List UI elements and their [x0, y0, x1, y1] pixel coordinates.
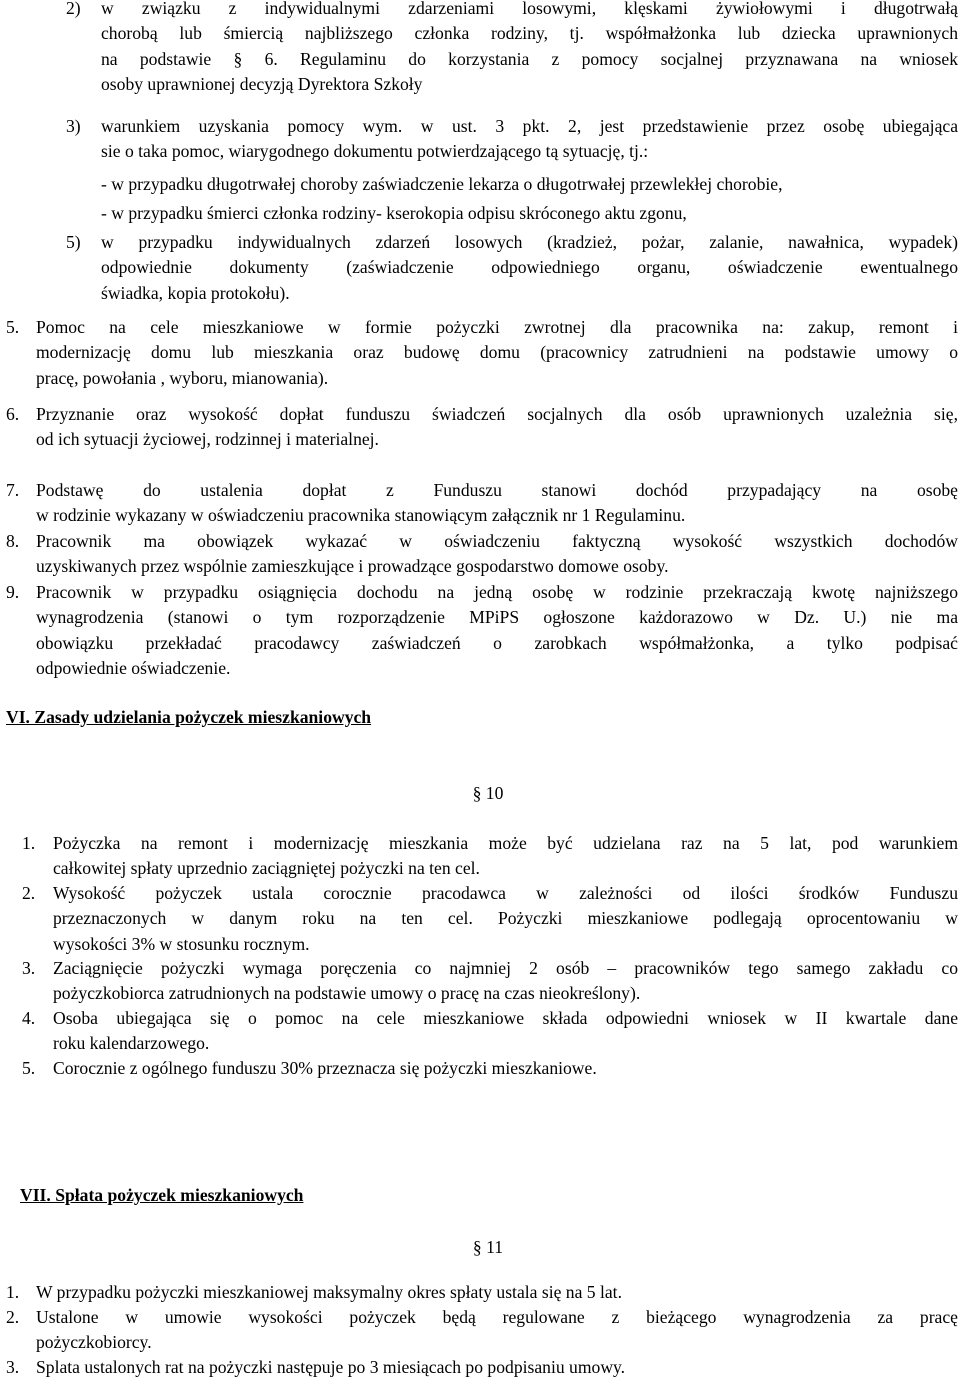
item-number: 5) — [66, 232, 81, 252]
item-number: 3) — [66, 116, 81, 136]
text-line: w związku z indywidualnymi zdarzeniami losowymi, klęskami żywiołowymi i długotrwałą — [101, 0, 958, 18]
text-line: Pracownik ma obowiązek wykazać w oświadczeniu faktyczną wysokość wszystkich dochodów — [36, 531, 958, 551]
text-line: warunkiem uzyskania pomocy wym. w ust. 3 pkt. 2, jest przedstawienie przez osobę ubiegająca — [101, 116, 958, 136]
text-line: uzyskiwanych przez wspólnie zamieszkujące i prowadzące gospodarstwo domowe osoby. — [36, 556, 669, 577]
list-item — [36, 1305, 958, 1356]
text-line: osoby uprawnionej decyzją Dyrektora Szkoły — [101, 73, 423, 94]
list-item — [53, 1056, 958, 1081]
item-number: 8. — [6, 531, 20, 551]
list-item — [36, 402, 958, 453]
text-line: sie o taka pomoc, wiarygodnego dokumentu potwierdzającego tą sytuację, tj.: — [101, 141, 649, 162]
text-line: na podstawie § 6. Regulaminu do korzystania z pomocy socjalnej przyznawana na wniosek — [101, 48, 958, 69]
paragraph-mark: § 10 — [472, 783, 504, 803]
list-item — [53, 831, 958, 882]
item-number: 2) — [66, 0, 81, 18]
text-line: w przypadku indywidualnych zdarzeń losowych (kradzież, pożar, zalanie, nawałnica, wypadek) — [101, 232, 958, 252]
text-line: wysokości 3% w stosunku rocznym. — [53, 933, 310, 954]
text-line: świadka, kopia protokołu). — [101, 282, 290, 303]
text-line: modernizację domu lub mieszkania oraz budowę domu (pracownicy zatrudnieni na podstawie umowy o — [36, 342, 958, 363]
dash-list — [101, 172, 958, 197]
text-line: Pomoc na cele mieszkaniowe w formie pożyczki zwrotnej dla pracownika na: zakup, remont i — [36, 317, 958, 337]
list-item — [101, 230, 958, 306]
text-line: od ich sytuacji życiowej, rodzinnej i materialnej. — [36, 429, 379, 450]
section-heading: VI. Zasady udzielania pożyczek mieszkaniowych — [6, 707, 372, 727]
list-item — [53, 1006, 958, 1057]
dash-list — [101, 201, 958, 226]
text-line: pożyczkobiorcy. — [36, 1332, 152, 1353]
text-line: Corocznie z ogólnego funduszu 30% przeznacza się pożyczki mieszkaniowe. — [53, 1058, 597, 1078]
text-line: Pożyczka na remont i modernizację mieszkania może być udzielana raz na 5 lat, pod warunkiem — [53, 833, 958, 853]
list-item — [101, 114, 958, 165]
item-number: 1. — [22, 833, 36, 853]
item-number: 6. — [6, 404, 20, 424]
item-number: 2. — [6, 1307, 20, 1327]
item-number: 3. — [22, 958, 36, 978]
list-item — [36, 478, 958, 529]
text-line: - w przypadku długotrwałej choroby zaświadczenie lekarza o długotrwałej przewlekłej chorobie, — [101, 174, 783, 194]
item-number: 5. — [6, 317, 20, 337]
text-line: W przypadku pożyczki mieszkaniowej maksymalny okres spłaty ustala się na 5 lat. — [36, 1282, 622, 1302]
text-line: chorobą lub śmiercią najbliższego członka rodziny, tj. współmałżonka lub dziecka uprawnionych — [101, 23, 958, 44]
item-number: 5. — [22, 1058, 36, 1078]
section-heading: VII. Spłata pożyczek mieszkaniowych — [20, 1185, 304, 1205]
text-line: Wysokość pożyczek ustala corocznie pracodawca w zależności od ilości środków Funduszu — [53, 883, 958, 903]
text-line: w rodzinie wykazany w oświadczeniu pracownika stanowiącym załącznik nr 1 Regulaminu. — [36, 505, 686, 526]
text-line: całkowitej spłaty uprzednio zaciągniętej pożyczki na ten cel. — [53, 858, 480, 879]
text-line: Splata ustalonych rat na pożyczki następuje po 3 miesiącach po podpisaniu umowy. — [36, 1357, 626, 1377]
text-line: obowiązku przekładać pracodawcy zaświadczeń o zarobkach współmałżonka, a tylko podpisać — [36, 632, 958, 653]
text-line: roku kalendarzowego. — [53, 1033, 210, 1054]
text-line: Przyznanie oraz wysokość dopłat funduszu świadczeń socjalnych dla osób uprawnionych uzależnia się, — [36, 404, 958, 424]
list-item — [53, 881, 958, 957]
text-line: przeznaczonych w danym roku na ten cel. Pożyczki mieszkaniowe podlegają oprocentowaniu w — [53, 908, 958, 929]
list-item — [36, 580, 958, 681]
text-line: wynagrodzenia (stanowi o tym rozporządzenie MPiPS ogłoszone każdorazowo w Dz. U.) nie ma — [36, 607, 958, 628]
text-line: - w przypadku śmierci członka rodziny- kserokopia odpisu skróconego aktu zgonu, — [101, 203, 687, 223]
item-number: 4. — [22, 1008, 36, 1028]
text-line: Ustalone w umowie wysokości pożyczek będą regulowane z bieżącego wynagrodzenia za pracę — [36, 1307, 958, 1327]
text-line: odpowiednie dokumenty (zaświadczenie odpowiedniego organu, oświadczenie ewentualnego — [101, 257, 958, 278]
list-item — [36, 529, 958, 580]
list-item — [101, 0, 958, 97]
item-number: 9. — [6, 582, 20, 602]
text-line: Podstawę do ustalenia dopłat z Funduszu stanowi dochód przypadający na osobę — [36, 480, 958, 500]
list-item — [36, 1355, 958, 1380]
text-line: Pracownik w przypadku osiągnięcia dochodu na jedną osobę w rodzinie przekraczają kwotę najniższego — [36, 582, 958, 602]
list-item — [53, 956, 958, 1007]
item-number: 1. — [6, 1282, 20, 1302]
list-item — [36, 315, 958, 391]
text-line: Osoba ubiegająca się o pomoc na cele mieszkaniowe składa odpowiedni wniosek w II kwartale dane — [53, 1008, 958, 1028]
item-number: 2. — [22, 883, 36, 903]
text-line: pożyczkobiorca zatrudnionych na podstawie umowy o pracę na czas nieokreślony). — [53, 983, 641, 1004]
paragraph-mark: § 11 — [472, 1237, 504, 1257]
item-number: 7. — [6, 480, 20, 500]
text-line: Zaciągnięcie pożyczki wymaga poręczenia co najmniej 2 osób – pracowników tego samego zakładu co — [53, 958, 958, 978]
item-number: 3. — [6, 1357, 20, 1377]
list-item — [36, 1280, 958, 1305]
text-line: odpowiednie oświadczenie. — [36, 657, 231, 678]
text-line: pracę, powołania , wyboru, mianowania). — [36, 367, 329, 388]
